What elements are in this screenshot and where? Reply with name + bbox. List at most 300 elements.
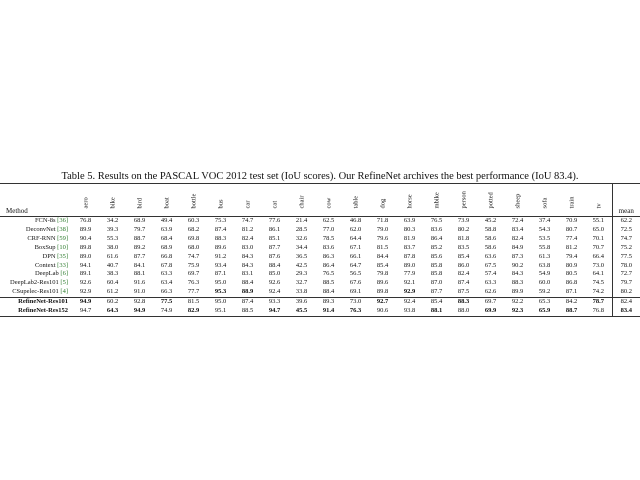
class-header-label: car [244, 200, 252, 209]
score-cell: 81.5 [187, 298, 200, 306]
class-header-car [234, 184, 261, 217]
score-cell: 28.5 [295, 225, 308, 233]
score-cell: 32.6 [295, 234, 308, 242]
score-cell: 83.6 [430, 225, 443, 233]
score-cell: 86.3 [322, 252, 335, 260]
score-cell: 63.3 [160, 270, 173, 278]
class-header-potted [477, 184, 504, 217]
score-cell: 55.8 [538, 243, 551, 251]
score-cell: 59.2 [538, 288, 551, 296]
score-cell: 89.1 [79, 270, 92, 278]
score-cell: 87.5 [457, 288, 470, 296]
class-header-label: person [460, 191, 468, 209]
score-cell: 39.3 [106, 225, 119, 233]
score-cell: 66.8 [160, 252, 173, 260]
citation-link[interactable]: [35] [57, 252, 68, 260]
score-cell: 67.6 [349, 279, 362, 287]
score-cell: 88.7 [133, 234, 146, 242]
score-cell: 83.1 [241, 270, 254, 278]
method-cell [0, 262, 72, 271]
score-cell: 78.5 [322, 234, 335, 242]
method-header: Method [6, 207, 28, 215]
score-cell: 69.8 [187, 234, 200, 242]
score-cell: 88.3 [214, 234, 227, 242]
score-cell: 85.4 [457, 252, 470, 260]
score-cell: 84.4 [376, 252, 389, 260]
score-cell: 87.8 [403, 252, 416, 260]
score-cell: 88.1 [430, 307, 443, 315]
score-cell: 87.7 [430, 288, 443, 296]
score-cell: 86.4 [430, 234, 443, 242]
score-cell: 85.2 [430, 243, 443, 251]
score-cell: 76.8 [79, 217, 92, 224]
score-cell: 68.0 [187, 243, 200, 251]
method-name: DPN [42, 252, 56, 260]
table-body [0, 217, 640, 317]
score-cell: 89.9 [79, 225, 92, 233]
score-cell: 87.4 [241, 298, 254, 306]
score-cell: 80.7 [565, 225, 578, 233]
score-cell: 76.5 [322, 270, 335, 278]
score-cell: 68.9 [160, 243, 173, 251]
score-cell: 84.1 [133, 261, 146, 269]
method-cell [0, 288, 72, 297]
score-cell: 73.9 [457, 217, 470, 224]
class-header-bird [126, 184, 153, 217]
score-cell: 95.3 [214, 288, 227, 296]
class-header-label: boat [163, 197, 171, 209]
score-cell: 69.7 [187, 270, 200, 278]
score-cell: 82.4 [511, 234, 524, 242]
score-cell: 83.4 [511, 225, 524, 233]
score-cell: 81.9 [403, 234, 416, 242]
score-cell: 89.0 [79, 252, 92, 260]
citation-link[interactable]: [33] [57, 261, 68, 269]
score-cell: 46.8 [349, 217, 362, 224]
score-cell: 84.3 [511, 270, 524, 278]
class-header-tv [585, 184, 612, 217]
score-cell: 85.8 [430, 261, 443, 269]
score-cell: 69.1 [349, 288, 362, 296]
mean-cell: 82.4 [612, 298, 640, 307]
score-cell: 81.8 [457, 234, 470, 242]
score-cell: 66.4 [592, 252, 604, 260]
score-cell: 88.7 [565, 307, 578, 315]
score-cell: 63.3 [484, 279, 497, 287]
class-header-label: horse [406, 194, 414, 209]
score-cell: 84.3 [241, 261, 254, 269]
score-cell: 88.4 [241, 279, 254, 287]
score-cell: 92.9 [79, 288, 92, 296]
class-header-label: train [568, 196, 576, 209]
table-row [0, 226, 640, 235]
score-cell: 64.1 [592, 270, 604, 278]
score-cell: 67.1 [349, 243, 362, 251]
score-cell: 42.5 [295, 261, 308, 269]
citation-link[interactable]: [36] [57, 217, 68, 224]
class-header-label: tv [595, 203, 603, 209]
citation-link[interactable]: [5] [60, 279, 68, 287]
class-header-bus [207, 184, 234, 217]
score-cell: 94.9 [133, 307, 146, 315]
score-cell: 74.2 [592, 288, 604, 296]
class-header-label: sheep [514, 193, 522, 209]
score-cell: 92.3 [511, 307, 524, 315]
method-cell [0, 244, 72, 253]
score-cell: 79.6 [376, 234, 389, 242]
score-cell: 81.2 [241, 225, 254, 233]
score-cell: 93.8 [403, 307, 416, 315]
score-cell: 56.5 [349, 270, 362, 278]
score-cell: 88.4 [268, 261, 281, 269]
class-header-label: bird [136, 198, 144, 209]
score-cell: 83.6 [322, 243, 335, 251]
score-cell: 85.4 [430, 298, 443, 306]
score-cell: 39.6 [295, 298, 308, 306]
score-cell: 86.0 [457, 261, 470, 269]
mean-cell: 77.5 [612, 253, 640, 262]
score-cell: 34.2 [106, 217, 119, 224]
score-cell: 82.9 [187, 307, 200, 315]
method-cell [0, 307, 72, 316]
score-cell: 95.0 [214, 298, 227, 306]
table-row [0, 298, 640, 307]
score-cell: 68.4 [160, 234, 173, 242]
method-name: DeepLab2-Res101 [10, 279, 59, 287]
score-cell: 87.6 [268, 252, 281, 260]
score-cell: 21.4 [295, 217, 308, 224]
class-header-label: dog [379, 198, 387, 209]
score-cell: 87.7 [133, 252, 146, 260]
class-header-label: bus [217, 199, 225, 209]
score-cell: 55.3 [106, 234, 119, 242]
score-cell: 87.1 [565, 288, 578, 296]
score-cell: 82.4 [457, 270, 470, 278]
score-cell: 64.3 [106, 307, 119, 315]
score-cell: 91.4 [322, 307, 335, 315]
score-cell: 62.6 [484, 288, 497, 296]
score-cell: 76.8 [592, 307, 604, 315]
score-cell: 93.4 [214, 261, 227, 269]
score-cell: 81.2 [565, 243, 578, 251]
score-cell: 58.6 [484, 243, 497, 251]
score-cell: 77.5 [160, 298, 173, 306]
score-cell: 34.4 [295, 243, 308, 251]
score-cell: 38.0 [106, 243, 119, 251]
mean-header: mean [612, 184, 640, 217]
score-cell: 77.4 [565, 234, 578, 242]
score-cell: 81.5 [376, 243, 389, 251]
score-cell: 65.3 [538, 298, 551, 306]
score-cell: 79.0 [376, 225, 389, 233]
score-cell: 87.0 [430, 279, 443, 287]
score-cell: 53.5 [538, 234, 551, 242]
class-header-label: bike [109, 197, 117, 209]
class-header-dog [369, 184, 396, 217]
mean-cell: 72.5 [612, 226, 640, 235]
score-cell: 83.5 [457, 243, 470, 251]
class-header-chair [288, 184, 315, 217]
score-cell: 93.3 [268, 298, 281, 306]
score-cell: 80.2 [457, 225, 470, 233]
score-cell: 92.4 [403, 298, 416, 306]
mean-cell: 72.7 [612, 270, 640, 279]
score-cell: 92.8 [133, 298, 146, 306]
score-cell: 88.5 [241, 307, 254, 315]
citation-link[interactable]: [10] [57, 243, 68, 251]
score-cell: 55.1 [592, 217, 604, 224]
method-cell [0, 279, 72, 288]
score-cell: 83.0 [241, 243, 254, 251]
score-cell: 36.5 [295, 252, 308, 260]
table-row [0, 288, 640, 297]
score-cell: 32.7 [295, 279, 308, 287]
score-cell: 62.5 [322, 217, 335, 224]
score-cell: 94.1 [79, 261, 92, 269]
score-cell: 54.9 [538, 270, 551, 278]
score-cell: 60.0 [538, 279, 551, 287]
class-header-boat [153, 184, 180, 217]
score-cell: 40.7 [106, 261, 119, 269]
class-header-label: bottle [190, 193, 198, 209]
score-cell: 63.4 [160, 279, 173, 287]
mean-cell: 74.7 [612, 235, 640, 244]
citation-link[interactable]: [4] [60, 288, 68, 296]
score-cell: 77.0 [322, 225, 335, 233]
score-cell: 87.4 [457, 279, 470, 287]
score-cell: 92.4 [268, 288, 281, 296]
score-cell: 64.4 [349, 234, 362, 242]
score-cell: 94.7 [79, 307, 92, 315]
score-cell: 88.3 [511, 279, 524, 287]
score-cell: 66.3 [160, 288, 173, 296]
citation-link[interactable]: [6] [60, 270, 68, 278]
score-cell: 82.4 [241, 234, 254, 242]
score-cell: 88.5 [322, 279, 335, 287]
table-row [0, 270, 640, 279]
results-table [0, 183, 640, 317]
score-cell: 85.1 [268, 234, 281, 242]
mean-cell: 80.2 [612, 288, 640, 297]
score-cell: 74.9 [160, 307, 173, 315]
score-cell: 49.4 [160, 217, 173, 224]
score-cell: 89.8 [79, 243, 92, 251]
method-cell [0, 253, 72, 262]
mean-cell: 75.2 [612, 244, 640, 253]
score-cell: 62.0 [349, 225, 362, 233]
method-name: BoxSup [34, 243, 56, 251]
score-cell: 76.3 [187, 279, 200, 287]
table-row [0, 217, 640, 226]
class-header-label: cat [271, 200, 279, 209]
score-cell: 74.5 [592, 279, 604, 287]
score-cell: 87.1 [214, 270, 227, 278]
class-header-sofa [531, 184, 558, 217]
score-cell: 85.8 [430, 270, 443, 278]
score-cell: 79.4 [565, 252, 578, 260]
score-cell: 77.7 [187, 288, 200, 296]
score-cell: 33.8 [295, 288, 308, 296]
table-row [0, 244, 640, 253]
class-header-person [450, 184, 477, 217]
score-cell: 88.4 [322, 288, 335, 296]
class-header-label: cow [325, 197, 333, 209]
method-name: CRF-RNN [27, 234, 56, 242]
class-header-bike [99, 184, 126, 217]
score-cell: 89.2 [133, 243, 146, 251]
score-cell: 92.6 [268, 279, 281, 287]
score-cell: 91.2 [214, 252, 227, 260]
mean-cell: 83.4 [612, 307, 640, 316]
score-cell: 76.3 [349, 307, 362, 315]
score-cell: 89.9 [511, 288, 524, 296]
score-cell: 84.2 [565, 298, 578, 306]
score-cell: 65.9 [538, 307, 551, 315]
score-cell: 95.0 [214, 279, 227, 287]
score-cell: 92.2 [511, 298, 524, 306]
score-cell: 60.3 [187, 217, 200, 224]
score-cell: 80.3 [403, 225, 416, 233]
score-cell: 61.6 [106, 252, 119, 260]
score-cell: 86.4 [322, 261, 335, 269]
score-cell: 84.3 [241, 252, 254, 260]
mean-cell: 62.2 [612, 217, 640, 226]
method-cell [0, 226, 72, 235]
method-cell [0, 298, 72, 307]
score-cell: 94.9 [79, 298, 92, 306]
score-cell: 88.1 [133, 270, 146, 278]
score-cell: 66.1 [349, 252, 362, 260]
score-cell: 90.2 [511, 261, 524, 269]
score-cell: 92.7 [376, 298, 389, 306]
score-cell: 74.7 [241, 217, 254, 224]
score-cell: 37.4 [538, 217, 551, 224]
score-cell: 83.7 [403, 243, 416, 251]
method-name: CSupelec-Res101 [12, 288, 59, 296]
score-cell: 87.4 [214, 225, 227, 233]
score-cell: 68.2 [187, 225, 200, 233]
score-cell: 89.6 [214, 243, 227, 251]
score-cell: 92.6 [79, 279, 92, 287]
score-cell: 88.0 [457, 307, 470, 315]
method-cell [0, 270, 72, 279]
class-header-sheep [504, 184, 531, 217]
mean-cell: 78.0 [612, 262, 640, 271]
score-cell: 94.7 [268, 307, 281, 315]
citation-link[interactable]: [38] [57, 225, 68, 233]
class-header-label: potted [487, 192, 495, 209]
score-cell: 57.4 [484, 270, 497, 278]
table-row [0, 279, 640, 288]
score-cell: 77.6 [268, 217, 281, 224]
score-cell: 65.0 [592, 225, 604, 233]
score-cell: 70.7 [592, 243, 604, 251]
class-header-label: table [352, 195, 360, 209]
method-cell [0, 217, 72, 226]
score-cell: 92.1 [403, 279, 416, 287]
score-cell: 74.7 [187, 252, 200, 260]
class-header-label: mbike [433, 192, 441, 209]
score-cell: 76.5 [430, 217, 443, 224]
score-cell: 88.3 [457, 298, 470, 306]
score-cell: 69.9 [484, 307, 497, 315]
score-cell: 88.9 [241, 288, 254, 296]
score-cell: 63.9 [403, 217, 416, 224]
score-cell: 85.0 [268, 270, 281, 278]
method-name: RefineNet-Res152 [18, 307, 68, 315]
table-caption: Table 5. Results on the PASCAL VOC 2012 test set (IoU scores). Our RefineNet archives the best performance (IoU 83.4). [61, 171, 579, 182]
score-cell: 71.8 [376, 217, 389, 224]
score-cell: 79.8 [376, 270, 389, 278]
score-cell: 78.7 [592, 298, 604, 306]
class-header-mbike [423, 184, 450, 217]
citation-link[interactable]: [59] [57, 234, 68, 242]
score-cell: 84.9 [511, 243, 524, 251]
score-cell: 72.4 [511, 217, 524, 224]
score-cell: 95.1 [214, 307, 227, 315]
score-cell: 87.7 [268, 243, 281, 251]
score-cell: 92.9 [403, 288, 416, 296]
score-cell: 87.3 [511, 252, 524, 260]
score-cell: 58.6 [484, 234, 497, 242]
score-cell: 70.9 [565, 217, 578, 224]
method-name: DeepLab [34, 270, 59, 278]
score-cell: 29.3 [295, 270, 308, 278]
class-header-table [342, 184, 369, 217]
table-row [0, 235, 640, 244]
score-cell: 38.3 [106, 270, 119, 278]
score-cell: 67.8 [160, 261, 173, 269]
score-cell: 75.9 [187, 261, 200, 269]
score-cell: 80.5 [565, 270, 578, 278]
score-cell: 85.6 [430, 252, 443, 260]
score-cell: 54.3 [538, 225, 551, 233]
score-cell: 75.3 [214, 217, 227, 224]
header-row [0, 184, 640, 217]
score-cell: 64.7 [349, 261, 362, 269]
method-name: DeconvNet [25, 225, 56, 233]
score-cell: 85.4 [376, 261, 389, 269]
score-cell: 80.9 [565, 261, 578, 269]
mean-cell: 79.7 [612, 279, 640, 288]
class-header-cat [261, 184, 288, 217]
score-cell: 45.5 [295, 307, 308, 315]
class-header-aero [72, 184, 99, 217]
score-cell: 60.2 [106, 298, 119, 306]
class-header-horse [396, 184, 423, 217]
score-cell: 90.6 [376, 307, 389, 315]
score-cell: 90.4 [79, 234, 92, 242]
score-cell: 61.2 [106, 288, 119, 296]
score-cell: 61.3 [538, 252, 551, 260]
score-cell: 63.6 [484, 252, 497, 260]
score-cell: 77.9 [403, 270, 416, 278]
score-cell: 73.0 [349, 298, 362, 306]
score-cell: 68.9 [133, 217, 146, 224]
method-name: RefineNet-Res101 [18, 298, 68, 306]
score-cell: 58.8 [484, 225, 497, 233]
method-cell [0, 235, 72, 244]
class-header-bottle [180, 184, 207, 217]
score-cell: 60.4 [106, 279, 119, 287]
table-row [0, 253, 640, 262]
score-cell: 69.7 [484, 298, 497, 306]
method-name: FCN-8s [34, 217, 56, 224]
score-cell: 70.1 [592, 234, 604, 242]
class-header-label: aero [82, 197, 90, 209]
table-row [0, 307, 640, 316]
class-header-train [558, 184, 585, 217]
